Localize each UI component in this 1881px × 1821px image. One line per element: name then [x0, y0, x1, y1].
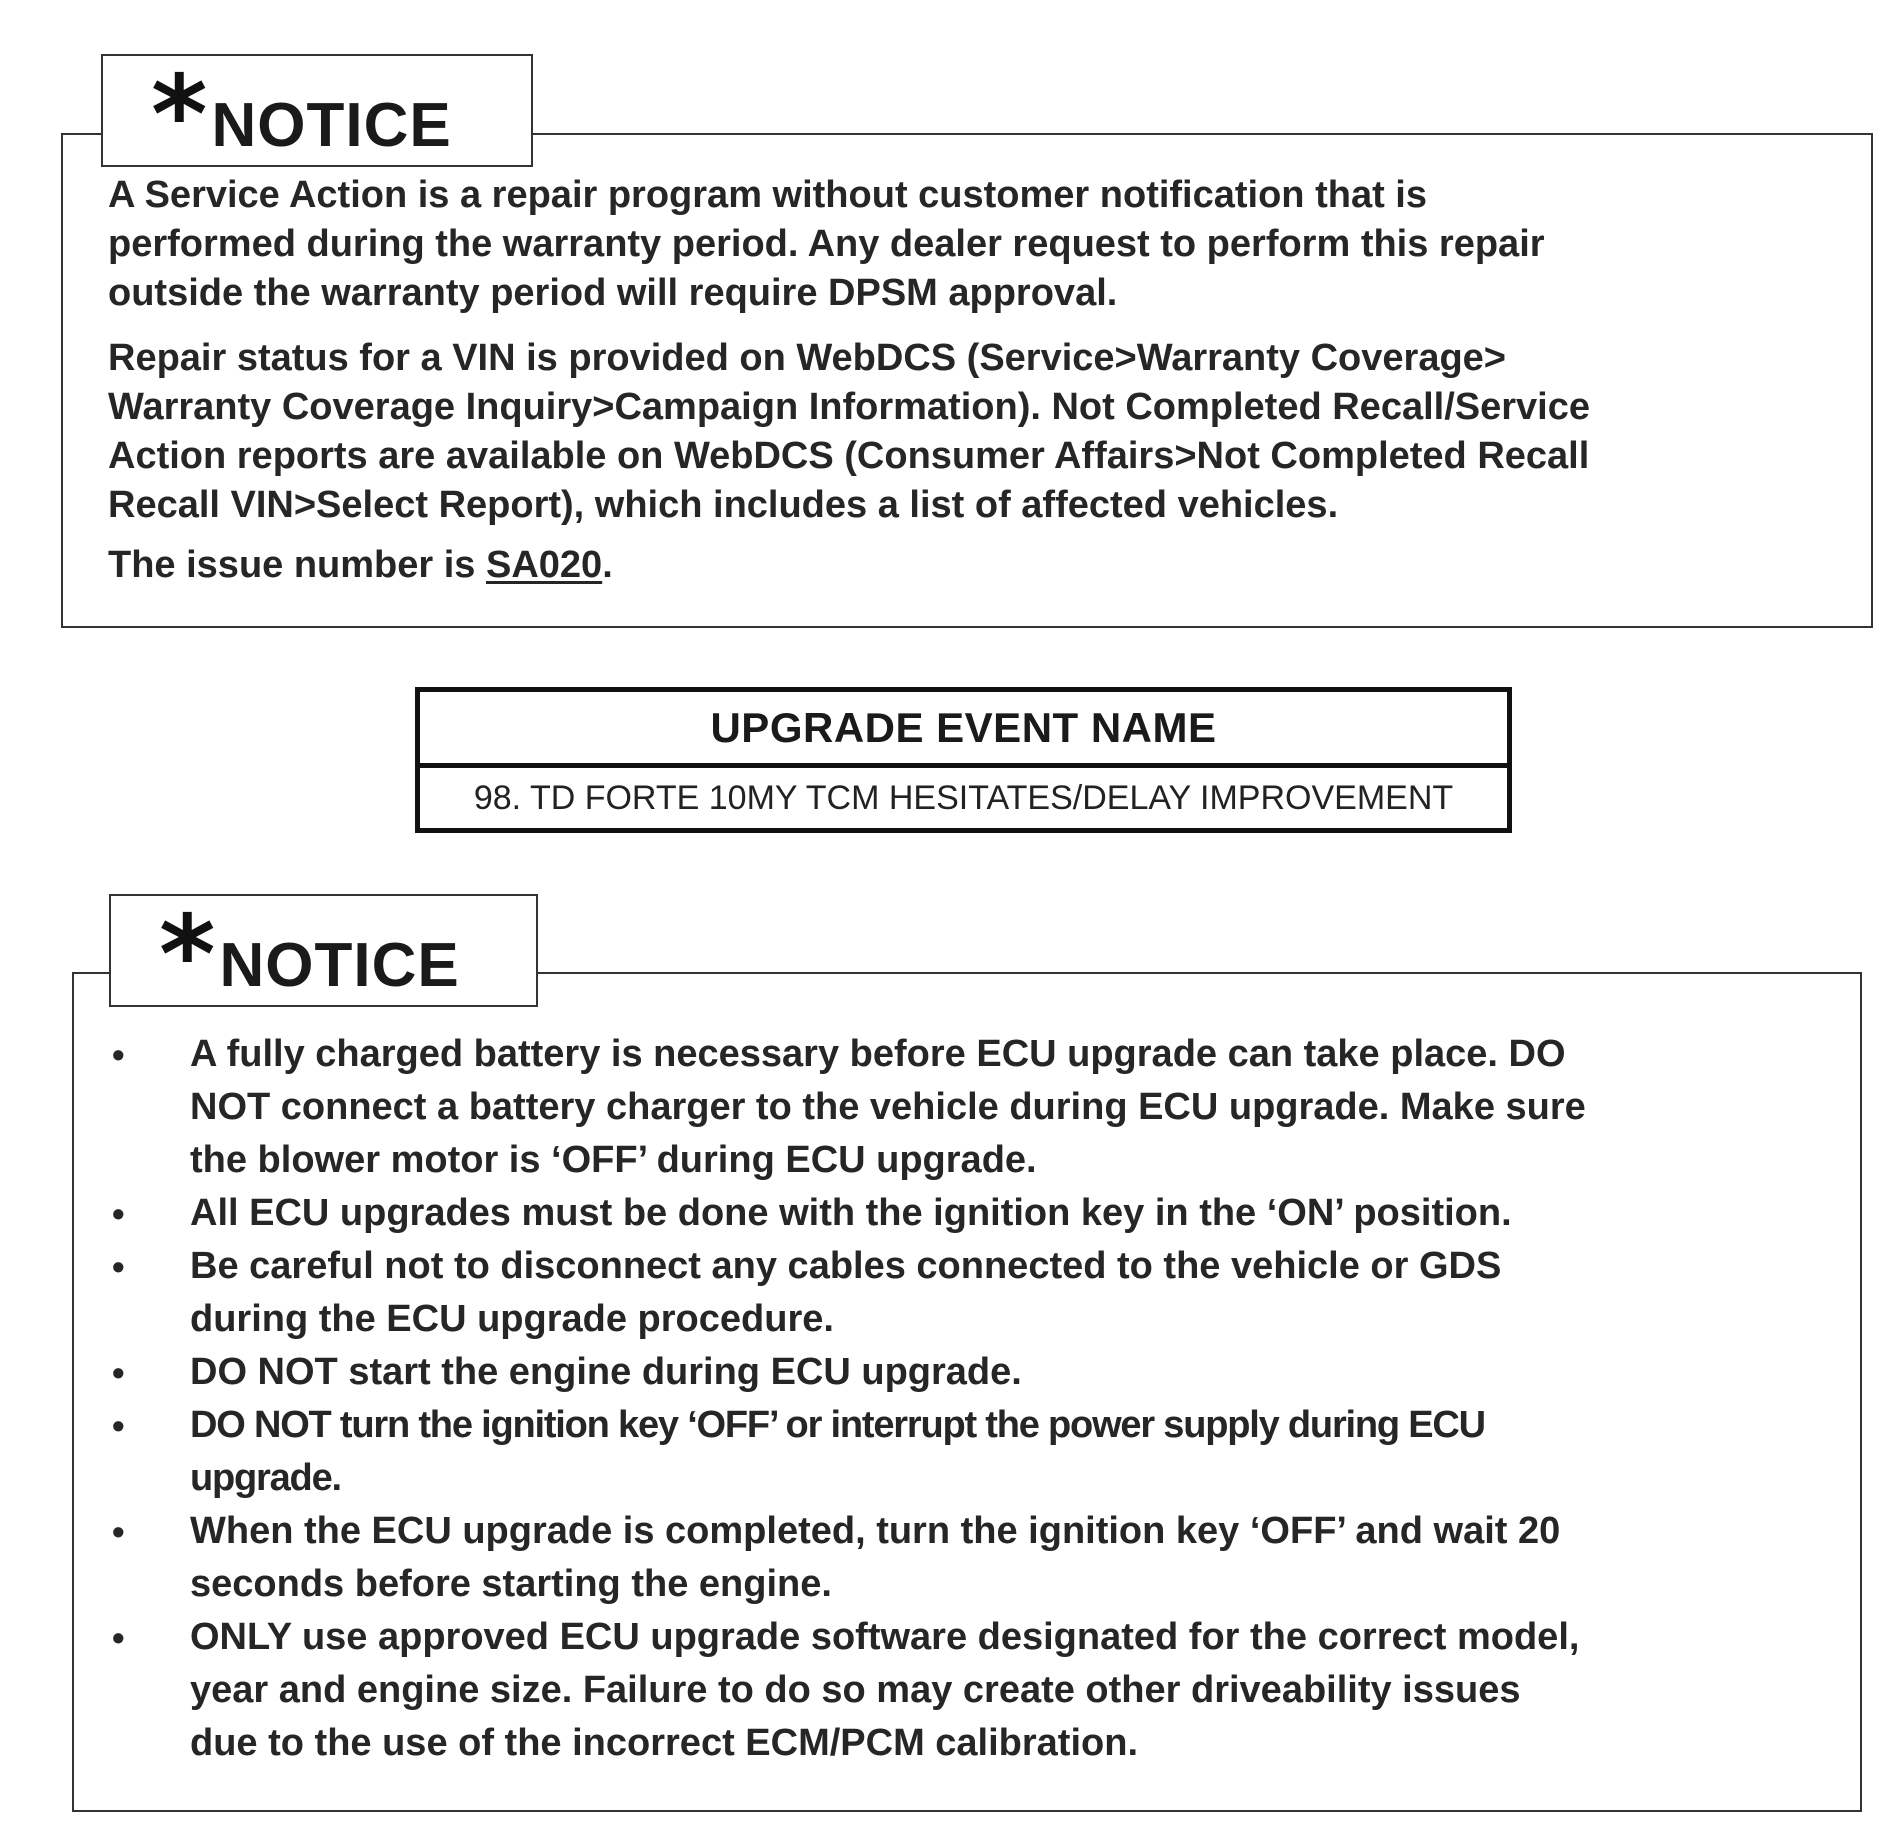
text-line: during the ECU upgrade procedure. — [190, 1298, 834, 1340]
bullet-icon: • — [112, 1352, 125, 1393]
text-line: Warranty Coverage Inquiry>Campaign Information). Not Completed Recall/Service — [108, 386, 1590, 428]
text-line: ONLY use approved ECU upgrade software designated for the correct model, — [190, 1616, 1580, 1658]
notice-header-tab — [101, 53, 533, 178]
bullet-icon: • — [112, 1034, 125, 1075]
text-line: outside the warranty period will require DPSM approval. — [108, 272, 1118, 314]
text-line: Action reports are available on WebDCS (Consumer Affairs>Not Completed Recall — [108, 435, 1590, 477]
text-line: When the ECU upgrade is completed, turn the ignition key ‘OFF’ and wait 20 — [190, 1510, 1561, 1552]
bullet-icon: • — [112, 1405, 124, 1446]
notice-title: NOTICE — [219, 931, 460, 1000]
text-line: upgrade. — [190, 1457, 341, 1499]
text-line: Repair status for a VIN is provided on WebDCS (Service>Warranty Coverage> — [108, 337, 1506, 379]
text-line: A fully charged battery is necessary before ECU upgrade can take place. DO — [190, 1033, 1566, 1075]
text-line: Recall VIN>Select Report), which includes a list of affected vehicles. — [108, 484, 1339, 526]
issue-number: SA020 — [486, 544, 603, 586]
text-line: year and engine size. Failure to do so may create other driveability issues — [190, 1669, 1521, 1711]
asterisk-icon: * — [159, 893, 216, 1018]
text-line: the blower motor is ‘OFF’ during ECU upgrade. — [190, 1139, 1037, 1181]
text-line: Be careful not to disconnect any cables connected to the vehicle or GDS — [190, 1245, 1502, 1287]
issue-suffix: . — [602, 544, 613, 586]
text-line: A Service Action is a repair program without customer notification that is — [108, 174, 1427, 216]
list-item-text — [190, 1028, 1840, 1187]
upgrade-event-table — [415, 687, 1512, 833]
list-item — [100, 1399, 1840, 1505]
list-item-text — [190, 1346, 1840, 1399]
asterisk-icon: * — [151, 53, 208, 178]
notice-header-tab — [109, 893, 538, 1018]
text-line: All ECU upgrades must be done with the ignition key in the ‘ON’ position. — [190, 1192, 1512, 1234]
bullet-icon: • — [112, 1193, 125, 1234]
list-item-text — [190, 1187, 1840, 1240]
list-item — [100, 1028, 1840, 1187]
upgrade-event-value: 98. TD FORTE 10MY TCM HESITATES/DELAY IMPROVEMENT — [473, 778, 1454, 817]
service-action-paragraph — [108, 171, 1848, 318]
list-item-text — [190, 1611, 1840, 1770]
issue-number-line — [108, 541, 1848, 590]
list-item-text — [190, 1240, 1840, 1346]
text-line: DO NOT start the engine during ECU upgrade. — [190, 1351, 1022, 1393]
bullet-icon: • — [112, 1246, 125, 1287]
text-line: DO NOT turn the ignition key ‘OFF’ or interrupt the power supply during ECU — [190, 1404, 1485, 1446]
list-item-text — [190, 1505, 1840, 1611]
list-item-text — [190, 1399, 1840, 1505]
bullet-icon: • — [112, 1511, 125, 1552]
list-item — [100, 1346, 1840, 1399]
text-line: due to the use of the incorrect ECM/PCM calibration. — [190, 1722, 1138, 1764]
list-item — [100, 1505, 1840, 1611]
list-item — [100, 1187, 1840, 1240]
repair-status-paragraph — [108, 334, 1848, 530]
text-line: performed during the warranty period. Any dealer request to perform this repair — [108, 223, 1545, 265]
text-line: seconds before starting the engine. — [190, 1563, 832, 1605]
issue-prefix: The issue number is — [108, 544, 486, 586]
text-line: NOT connect a battery charger to the vehicle during ECU upgrade. Make sure — [190, 1086, 1586, 1128]
upgrade-event-header: UPGRADE EVENT NAME — [420, 692, 1507, 768]
list-item — [100, 1611, 1840, 1770]
notice-title: NOTICE — [211, 91, 452, 160]
ecu-upgrade-precautions-list — [100, 1028, 1840, 1770]
bullet-icon: • — [112, 1617, 125, 1658]
list-item — [100, 1240, 1840, 1346]
